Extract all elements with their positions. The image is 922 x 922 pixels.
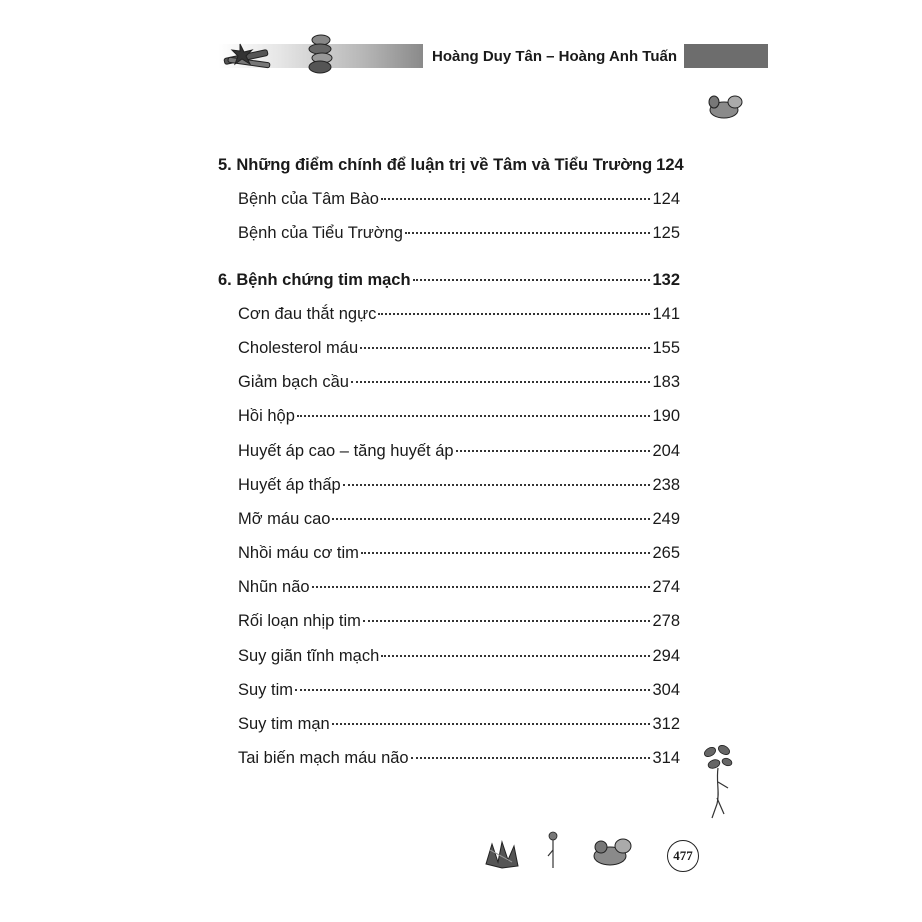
toc-page-number: 183	[652, 373, 680, 392]
dot-leader	[332, 723, 651, 725]
toc-entry-title: Suy giãn tĩnh mạch	[238, 646, 380, 665]
toc-page-number: 132	[652, 270, 680, 289]
toc-entry-title: Suy tim	[238, 680, 294, 699]
toc-entry-title: Cholesterol máu	[238, 338, 359, 357]
toc-section-title: 6. Bệnh chứng tim mạch	[218, 270, 411, 289]
dot-leader	[405, 232, 651, 234]
toc-page-number: 265	[652, 544, 680, 563]
toc-page-number: 294	[652, 646, 680, 665]
mushroom-icon	[306, 34, 336, 76]
toc-page-number: 124	[656, 156, 684, 174]
toc-page-number: 238	[652, 475, 680, 494]
toc-entry-title: Hồi hộp	[238, 407, 295, 426]
dot-leader	[361, 552, 651, 554]
dot-leader	[411, 757, 651, 759]
toc-entry-title: Nhồi máu cơ tim	[238, 544, 359, 563]
toc-entry-title: Rối loạn nhịp tim	[238, 612, 361, 631]
ginger-root-icon	[704, 92, 746, 122]
toc-page-number: 204	[652, 441, 680, 460]
header-author: Hoàng Duy Tân – Hoàng Anh Tuấn	[432, 48, 677, 65]
toc-entry-title: Mỡ máu cao	[238, 509, 331, 528]
toc-entry-title: Tai biến mạch máu não	[238, 749, 409, 768]
dot-leader	[378, 313, 650, 315]
toc-entry	[218, 604, 680, 638]
toc-page-number: 124	[652, 190, 680, 209]
toc-entry	[218, 434, 680, 468]
toc-page-number: 304	[652, 680, 680, 699]
header-dark-bar	[684, 44, 768, 68]
toc-page-number: 312	[652, 715, 680, 733]
dot-leader	[297, 415, 651, 417]
toc-entry	[218, 502, 680, 536]
table-of-contents	[218, 148, 684, 775]
toc-page-number: 141	[652, 304, 680, 323]
toc-entry	[218, 536, 680, 570]
dot-leader	[312, 586, 651, 588]
toc-entry-title: Huyết áp thấp	[238, 475, 341, 494]
dot-leader	[332, 518, 650, 520]
dot-leader	[413, 279, 651, 281]
dot-leader	[351, 381, 650, 383]
toc-entry	[218, 399, 680, 433]
dot-leader	[381, 198, 651, 200]
page-number-badge: 477	[667, 840, 699, 872]
toc-section-heading	[218, 148, 684, 182]
toc-entry	[218, 707, 680, 741]
dot-leader	[343, 484, 651, 486]
toc-entry	[218, 639, 680, 673]
toc-entry	[218, 673, 680, 707]
toc-page-number: 190	[652, 407, 680, 426]
toc-entry	[218, 741, 680, 775]
toc-entry	[218, 182, 680, 216]
toc-entry	[218, 365, 680, 399]
running-header	[218, 42, 768, 70]
toc-page-number: 314	[652, 749, 680, 768]
dot-leader	[295, 689, 650, 691]
toc-entry	[218, 468, 680, 502]
toc-entry	[218, 570, 680, 604]
toc-entry-title: Giảm bạch cầu	[238, 373, 349, 392]
dot-leader	[363, 620, 651, 622]
toc-entry	[218, 331, 680, 365]
toc-page-number: 125	[652, 224, 680, 243]
toc-page-number: 155	[652, 338, 680, 357]
dot-leader	[456, 450, 651, 452]
toc-entry	[218, 216, 680, 250]
toc-page-number: 249	[652, 509, 680, 528]
toc-section-title: 5. Những điểm chính để luận trị về Tâm và Tiểu Trường	[218, 156, 653, 174]
toc-entry-title: Cơn đau thắt ngực	[238, 304, 377, 323]
toc-page-number: 274	[652, 578, 680, 597]
toc-section-heading	[218, 263, 680, 297]
toc-entry-title: Bệnh của Tiểu Trường	[238, 224, 403, 243]
herb-bundle-icon	[220, 38, 272, 74]
herb-bundle-icon	[482, 838, 522, 870]
ginseng-root-icon	[700, 742, 736, 822]
toc-entry-title: Suy tim mạn	[238, 715, 330, 733]
toc-entry-title: Huyết áp cao – tăng huyết áp	[238, 441, 454, 460]
dot-leader	[381, 655, 650, 657]
toc-entry	[218, 297, 680, 331]
herb-twig-icon	[544, 830, 562, 872]
toc-page-number: 278	[652, 612, 680, 631]
ginger-root-icon	[590, 834, 634, 870]
dot-leader	[360, 347, 650, 349]
toc-entry-title: Nhũn não	[238, 578, 310, 597]
toc-entry-title: Bệnh của Tâm Bào	[238, 190, 379, 209]
